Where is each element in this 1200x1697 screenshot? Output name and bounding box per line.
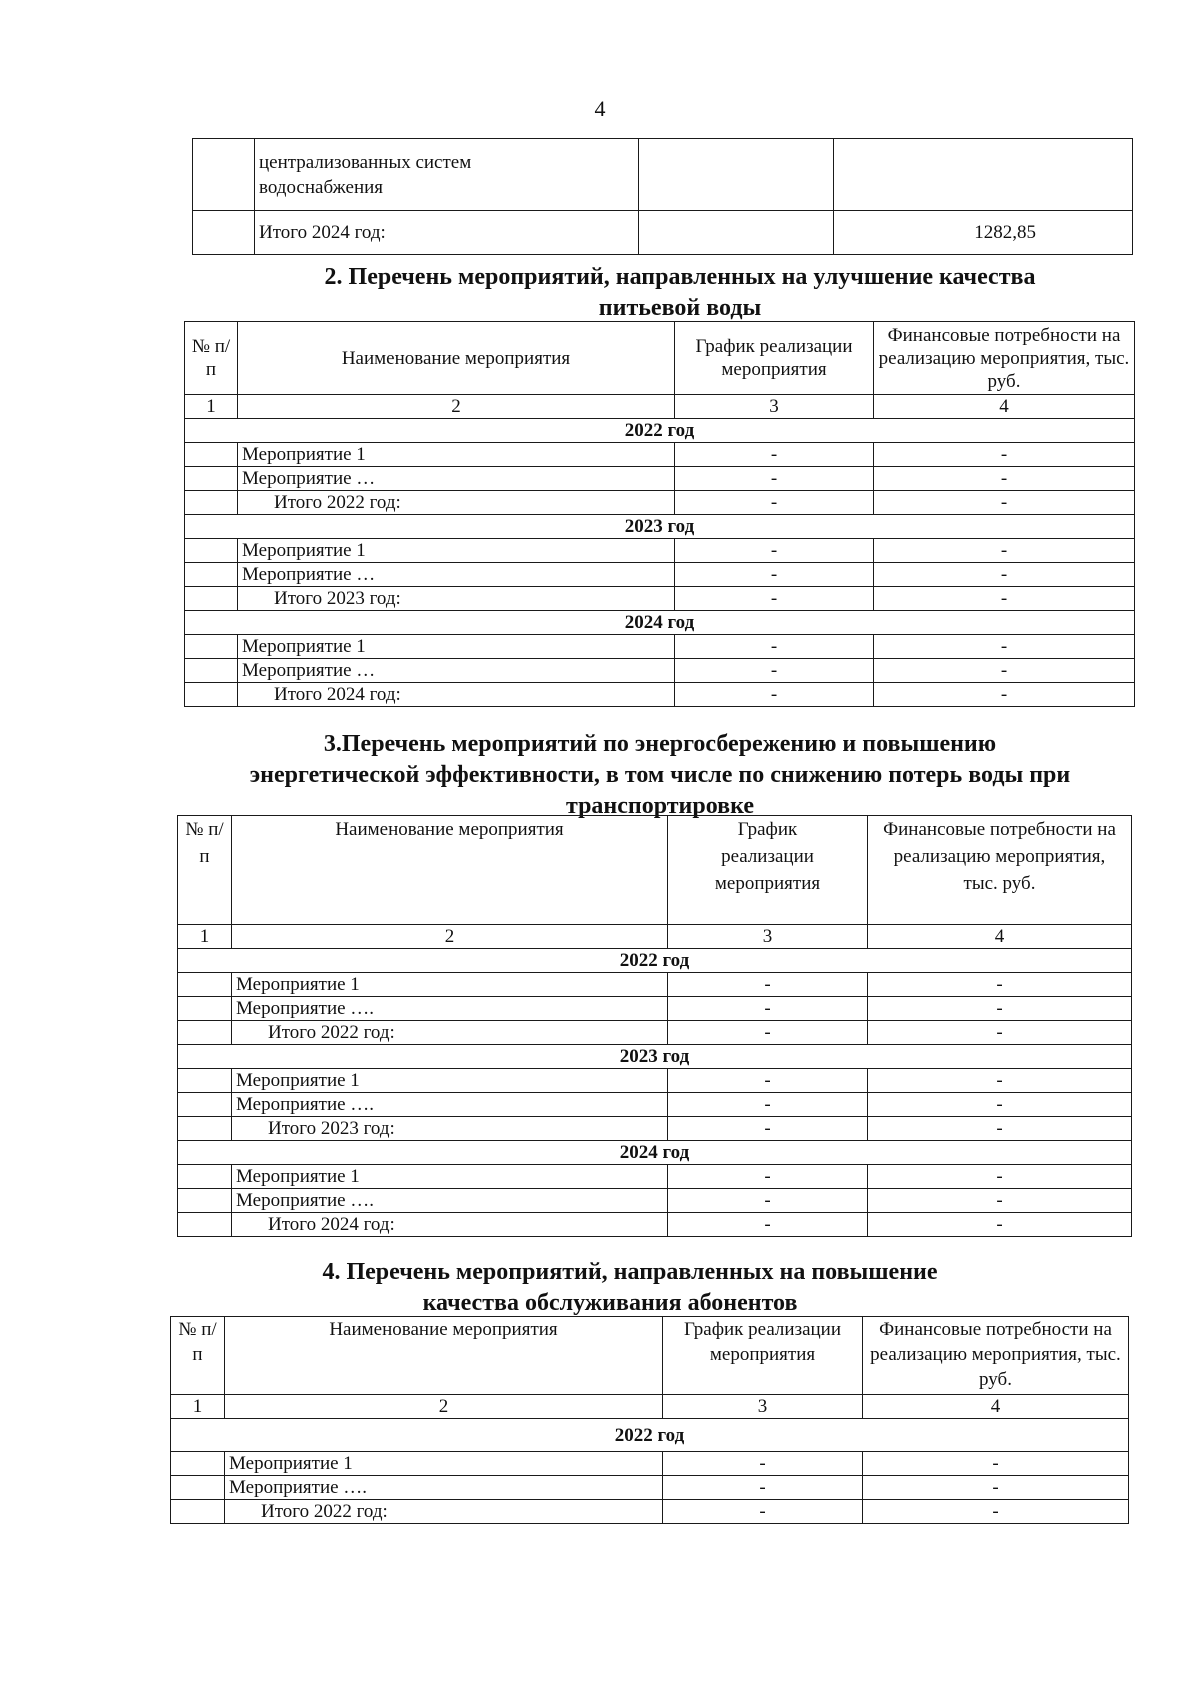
- dash-cell: -: [668, 1189, 868, 1213]
- dash-cell: -: [675, 635, 874, 659]
- column-number: 3: [668, 925, 868, 949]
- section3-title-line2: энергетической эффективности, в том числе по снижению потерь воды при: [249, 762, 1071, 788]
- table-cell: [185, 587, 238, 611]
- year-row: 2022 год: [185, 419, 1135, 443]
- section2-title: [230, 262, 1130, 324]
- table-cell: [178, 1093, 232, 1117]
- section3-title-line1: 3.Перечень мероприятий по энергосбережению и повышению: [323, 731, 997, 757]
- table-cell: [639, 139, 834, 211]
- dash-cell: -: [863, 1452, 1129, 1476]
- header-number: № п/п: [185, 322, 238, 395]
- carryover-table-block: [192, 138, 1132, 255]
- carryover-total-value: 1282,85: [834, 211, 1133, 255]
- table-cell: [178, 1117, 232, 1141]
- table-cell: [834, 139, 1133, 211]
- column-number: 1: [171, 1395, 225, 1419]
- item-name: Мероприятие 1: [225, 1452, 663, 1476]
- header-finance: Финансовые потребности на реализацию мероприятия, тыс. руб.: [868, 816, 1132, 925]
- table-cell: [178, 997, 232, 1021]
- year-row: 2022 год: [178, 949, 1132, 973]
- dash-cell: -: [675, 467, 874, 491]
- column-number: 2: [232, 925, 668, 949]
- column-number: 3: [675, 395, 874, 419]
- dash-cell: -: [675, 659, 874, 683]
- dash-cell: -: [675, 491, 874, 515]
- carryover-total-label: Итого 2024 год:: [255, 211, 639, 255]
- table-cell: [178, 1021, 232, 1045]
- table-cell: [185, 683, 238, 707]
- dash-cell: -: [663, 1452, 863, 1476]
- total-label: Итого 2022 год:: [225, 1500, 663, 1524]
- section2-title-line1: 2. Перечень мероприятий, направленных на улучшение качества: [324, 264, 1036, 290]
- total-label: Итого 2022 год:: [232, 1021, 668, 1045]
- carryover-text-line1: централизованных систем: [259, 151, 472, 173]
- table-cell: [171, 1452, 225, 1476]
- item-name: Мероприятие …: [238, 659, 675, 683]
- page-number: 4: [594, 96, 606, 121]
- section3-title-line3: транспортировке: [566, 793, 754, 819]
- dash-cell: -: [675, 683, 874, 707]
- total-label: Итого 2022 год:: [238, 491, 675, 515]
- dash-cell: -: [675, 563, 874, 587]
- section4-table-block: [170, 1316, 1128, 1524]
- table-cell: [193, 211, 255, 255]
- table-cell: [193, 139, 255, 211]
- table-cell: [185, 491, 238, 515]
- year-row: 2024 год: [178, 1141, 1132, 1165]
- dash-cell: -: [868, 1213, 1132, 1237]
- item-name: Мероприятие 1: [232, 973, 668, 997]
- section2-table-block: [184, 321, 1134, 707]
- dash-cell: -: [874, 635, 1135, 659]
- table-cell: [178, 1069, 232, 1093]
- dash-cell: -: [668, 1069, 868, 1093]
- section3-table-block: [177, 815, 1131, 1237]
- item-name: Мероприятие ….: [232, 997, 668, 1021]
- section4-title-line1: 4. Перечень мероприятий, направленных на повышение: [322, 1259, 938, 1285]
- year-row: 2022 год: [171, 1419, 1129, 1452]
- dash-cell: -: [668, 1021, 868, 1045]
- table-cell: [178, 1213, 232, 1237]
- dash-cell: -: [874, 539, 1135, 563]
- section4-table: [170, 1316, 1129, 1524]
- item-name: Мероприятие ….: [225, 1476, 663, 1500]
- total-label: Итого 2024 год:: [238, 683, 675, 707]
- dash-cell: -: [868, 973, 1132, 997]
- dash-cell: -: [675, 443, 874, 467]
- carryover-table: [192, 138, 1133, 255]
- header-finance: Финансовые потребности на реализацию мероприятия, тыс. руб.: [863, 1317, 1129, 1395]
- item-name: Мероприятие 1: [238, 635, 675, 659]
- header-schedule: График реализации мероприятия: [668, 816, 868, 925]
- total-label: Итого 2023 год:: [238, 587, 675, 611]
- dash-cell: -: [668, 1117, 868, 1141]
- dash-cell: -: [668, 1093, 868, 1117]
- dash-cell: -: [663, 1500, 863, 1524]
- total-label: Итого 2023 год:: [232, 1117, 668, 1141]
- dash-cell: -: [874, 683, 1135, 707]
- dash-cell: -: [874, 467, 1135, 491]
- item-name: Мероприятие ….: [232, 1093, 668, 1117]
- year-row: 2023 год: [178, 1045, 1132, 1069]
- dash-cell: -: [668, 1213, 868, 1237]
- column-number: 2: [238, 395, 675, 419]
- section2-table: [184, 321, 1135, 707]
- header-schedule: График реализации мероприятия: [675, 322, 874, 395]
- header-schedule: График реализации мероприятия: [663, 1317, 863, 1395]
- dash-cell: -: [868, 1165, 1132, 1189]
- table-cell: [185, 467, 238, 491]
- column-number: 4: [868, 925, 1132, 949]
- table-cell: [178, 1165, 232, 1189]
- header-number: № п/п: [178, 816, 232, 925]
- header-finance: Финансовые потребности на реализацию мероприятия, тыс. руб.: [874, 322, 1135, 395]
- header-name: Наименование мероприятия: [232, 816, 668, 925]
- column-number: 1: [185, 395, 238, 419]
- dash-cell: -: [874, 659, 1135, 683]
- item-name: Мероприятие 1: [238, 443, 675, 467]
- section2-title-line2: питьевой воды: [598, 295, 762, 321]
- section3-table: [177, 815, 1132, 1237]
- table-cell: [185, 659, 238, 683]
- item-name: Мероприятие …: [238, 563, 675, 587]
- dash-cell: -: [668, 997, 868, 1021]
- item-name: Мероприятие 1: [232, 1069, 668, 1093]
- dash-cell: -: [668, 1165, 868, 1189]
- section4-title: [230, 1257, 1030, 1319]
- dash-cell: -: [874, 563, 1135, 587]
- table-cell: [178, 1189, 232, 1213]
- table-cell: [171, 1476, 225, 1500]
- item-name: Мероприятие 1: [232, 1165, 668, 1189]
- section3-title: [170, 729, 1150, 822]
- section4-title-line2: качества обслуживания абонентов: [422, 1290, 798, 1316]
- dash-cell: -: [868, 997, 1132, 1021]
- column-number: 4: [874, 395, 1135, 419]
- total-label: Итого 2024 год:: [232, 1213, 668, 1237]
- table-cell: [255, 139, 639, 211]
- dash-cell: -: [863, 1500, 1129, 1524]
- item-name: Мероприятие 1: [238, 539, 675, 563]
- table-cell: [185, 539, 238, 563]
- dash-cell: -: [874, 587, 1135, 611]
- carryover-text-line2: водоснабжения: [259, 176, 384, 198]
- table-cell: [185, 563, 238, 587]
- header-number: № п/п: [171, 1317, 225, 1395]
- item-name: Мероприятие ….: [232, 1189, 668, 1213]
- header-name: Наименование мероприятия: [225, 1317, 663, 1395]
- table-cell: [185, 635, 238, 659]
- item-name: Мероприятие …: [238, 467, 675, 491]
- year-row: 2024 год: [185, 611, 1135, 635]
- dash-cell: -: [874, 491, 1135, 515]
- dash-cell: -: [868, 1189, 1132, 1213]
- header-name: Наименование мероприятия: [238, 322, 675, 395]
- column-number: 2: [225, 1395, 663, 1419]
- dash-cell: -: [663, 1476, 863, 1500]
- dash-cell: -: [868, 1117, 1132, 1141]
- dash-cell: -: [675, 539, 874, 563]
- dash-cell: -: [868, 1021, 1132, 1045]
- column-number: 3: [663, 1395, 863, 1419]
- column-number: 1: [178, 925, 232, 949]
- dash-cell: -: [863, 1476, 1129, 1500]
- dash-cell: -: [668, 973, 868, 997]
- year-row: 2023 год: [185, 515, 1135, 539]
- table-cell: [171, 1500, 225, 1524]
- dash-cell: -: [874, 443, 1135, 467]
- dash-cell: -: [868, 1093, 1132, 1117]
- table-cell: [639, 211, 834, 255]
- column-number: 4: [863, 1395, 1129, 1419]
- table-cell: [178, 973, 232, 997]
- dash-cell: -: [675, 587, 874, 611]
- table-cell: [185, 443, 238, 467]
- dash-cell: -: [868, 1069, 1132, 1093]
